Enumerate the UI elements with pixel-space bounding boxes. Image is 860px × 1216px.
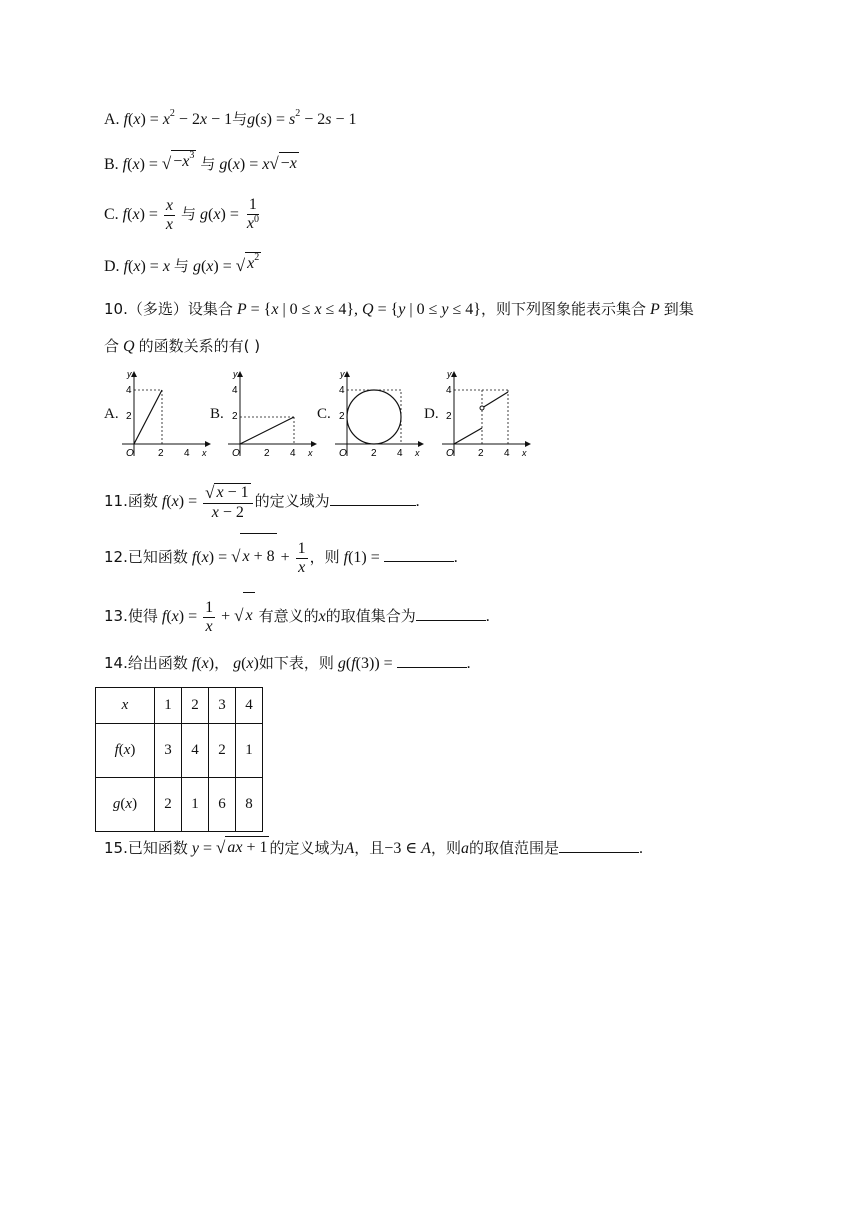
graph-c: [331, 368, 427, 460]
q12-end: .: [453, 549, 458, 566]
x-label: x: [308, 448, 313, 458]
origin-label: O: [339, 448, 347, 459]
x-label: x: [415, 448, 420, 458]
x-tick-2: 2: [158, 448, 164, 459]
y-tick-4: 4: [446, 385, 452, 396]
question-11: 11.函数 f(x) = √ x − 1 x − 2 的定义域为 .: [104, 482, 420, 521]
graph-a-label: A.: [104, 406, 119, 422]
y-tick-4: 4: [339, 385, 345, 396]
option-a-label: A.: [104, 111, 120, 128]
x-tick-4: 4: [290, 448, 296, 459]
q15-mid: 的定义域为: [269, 839, 345, 857]
q10-end: 到集: [663, 300, 694, 318]
q13-suffix: 的取值集合为: [325, 607, 416, 625]
y-tick-4: 4: [232, 385, 238, 396]
graph-c-label: C.: [317, 406, 331, 422]
table-cell: 4: [236, 688, 263, 724]
answer-blank-12[interactable]: [384, 547, 454, 562]
x-label: x: [202, 448, 207, 458]
value-table: [95, 687, 263, 832]
table-cell: 8: [236, 778, 263, 832]
q15-mid3: ，则: [430, 839, 461, 857]
table-cell: 2: [209, 724, 236, 778]
question-14: 14.给出函数 f(x)， g(x)如下表，则 g(f(3)) = .: [104, 654, 471, 672]
table-row-label: g(x): [96, 778, 155, 832]
q15-mid2: ，且: [354, 839, 385, 857]
function-circle: [347, 390, 401, 444]
option-d-label: D.: [104, 258, 120, 275]
function-line: [240, 417, 294, 444]
y-tick-2: 2: [126, 411, 132, 422]
q11-suffix: 的定义域为: [254, 492, 330, 510]
q11-end: .: [415, 493, 420, 510]
option-c-label: C.: [104, 206, 119, 224]
open-point: [480, 406, 484, 410]
option-b: B. f(x) = √ $-x^3$ 与 g(x) = x √ −x: [104, 150, 297, 173]
question-15: 15.已知函数 y = √ ax + 1 的定义域为A，且−3 ∈ A，则a的取值范围是 .: [104, 838, 643, 857]
q15-suffix: 的取值范围是: [468, 839, 559, 857]
q10-line2-end: 的函数关系的有( ): [138, 337, 261, 355]
table-cell: 3: [155, 724, 182, 778]
y-label: y: [233, 369, 238, 379]
q15-end: .: [638, 840, 643, 857]
q11-prefix: 11.函数: [104, 492, 158, 510]
graph-b: [224, 368, 320, 460]
function-segment-2: [482, 392, 508, 408]
y-tick-2: 2: [339, 411, 345, 422]
y-tick-2: 2: [232, 411, 238, 422]
q12-mid: ，则: [309, 548, 340, 566]
q10-suffix: ，则下列图象能表示集合: [480, 300, 646, 318]
table-cell: 2: [155, 778, 182, 832]
table-row: [96, 688, 263, 724]
origin-label: O: [126, 448, 134, 459]
graph-d: [438, 368, 534, 460]
graph-b-label: B.: [210, 406, 224, 422]
y-label: y: [127, 369, 132, 379]
y-tick-2: 2: [446, 411, 452, 422]
question-10-line2: [104, 335, 260, 358]
table-cell: 3: [209, 688, 236, 724]
table-cell: 2: [182, 688, 209, 724]
option-b-label: B.: [104, 156, 119, 173]
answer-blank-14[interactable]: [397, 653, 467, 668]
answer-blank-15[interactable]: [559, 838, 639, 853]
x-tick-4: 4: [504, 448, 510, 459]
option-a: A. $f(x) = x^2 - 2x - 1$与$g(s) = s^2 - 2s - 1$: [104, 108, 357, 128]
option-d: D. f(x) = x 与 g(x) = √ $x^2$: [104, 252, 260, 275]
y-label: y: [447, 369, 452, 379]
x-tick-2: 2: [264, 448, 270, 459]
q15-var: a: [460, 840, 469, 857]
q14-end: .: [466, 655, 471, 672]
q10-p: P: [649, 301, 660, 318]
q10-prefix: 10.（多选）设集合: [104, 300, 233, 318]
x-label: x: [522, 448, 527, 458]
question-12: 12.已知函数 f(x) = √ x + 8 + $\frac{1}{x}$ ，则 f(1) = .: [104, 533, 458, 581]
question-10-line1: 10.（多选）设集合 P = {x | 0 ≤ x ≤ 4}, Q = {y | 0 ≤ y ≤ 4}，则下列图象能表示集合 P 到集: [104, 300, 694, 318]
graph-d-label: D.: [424, 406, 439, 422]
table-cell: 6: [209, 778, 236, 832]
table-row-label: f(x): [96, 724, 155, 778]
q14-mid: 如下表，则: [258, 654, 334, 672]
q10-line2-start: 合: [104, 337, 120, 355]
x-tick-4: 4: [184, 448, 190, 459]
y-label: y: [340, 369, 345, 379]
q13-mid: 有意义的: [258, 607, 319, 625]
conj-c: 与: [181, 205, 197, 224]
conj-b: 与: [200, 155, 216, 173]
q10-graphs: [104, 368, 544, 460]
x-tick-4: 4: [397, 448, 403, 459]
graph-a: [118, 368, 214, 460]
table-cell: 1: [236, 724, 263, 778]
conj-a: 与: [232, 110, 248, 128]
q14-comma: ，: [214, 654, 230, 672]
question-13: 13.使得 f(x) = $\frac{1}{x}$ + √ x 有意义的x的取值集合为 .: [104, 592, 490, 640]
table-cell: 1: [155, 688, 182, 724]
option-c: C. f(x) = $\frac{x}{x}$ 与 g(x) = $\frac{1}{x^0}$: [104, 196, 259, 233]
q12-prefix: 12.已知函数: [104, 548, 188, 566]
conj-d: 与: [173, 257, 189, 275]
q15-prefix: 15.已知函数: [104, 839, 188, 857]
q10-q: Q: [123, 338, 135, 355]
table-cell: 4: [182, 724, 209, 778]
q15-set: A: [344, 840, 355, 857]
q13-end: .: [485, 608, 490, 625]
q14-prefix: 14.给出函数: [104, 654, 188, 672]
table-cell: x: [96, 688, 155, 724]
x-tick-2: 2: [478, 448, 484, 459]
answer-blank-13[interactable]: [416, 606, 486, 621]
table-cell: 1: [182, 778, 209, 832]
table-row: [96, 778, 263, 832]
origin-label: O: [446, 448, 454, 459]
answer-blank-11[interactable]: [330, 491, 416, 506]
x-tick-2: 2: [371, 448, 377, 459]
y-tick-4: 4: [126, 385, 132, 396]
q13-var: x: [318, 608, 326, 625]
function-segment-1: [454, 428, 482, 444]
q13-prefix: 13.使得: [104, 607, 158, 625]
origin-label: O: [232, 448, 240, 459]
table-row: [96, 724, 263, 778]
function-line: [134, 390, 162, 444]
